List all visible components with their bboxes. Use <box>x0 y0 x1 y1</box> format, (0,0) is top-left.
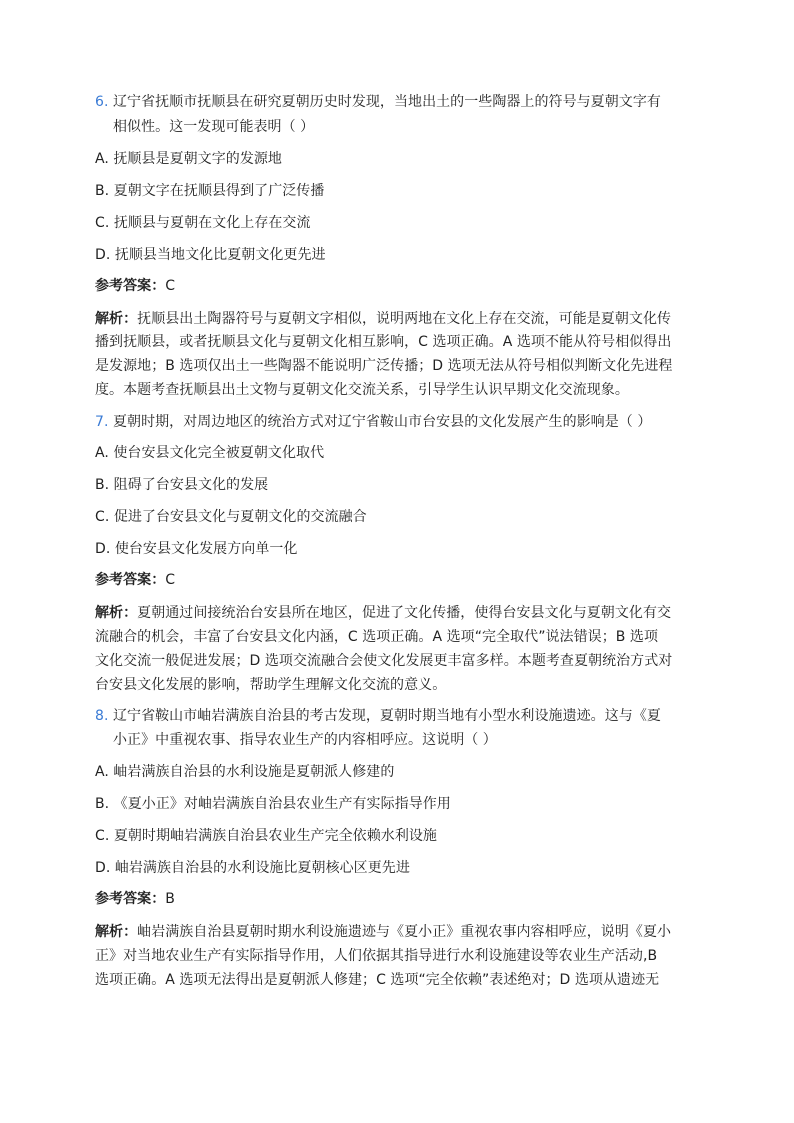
analysis-line: 播到抚顺县，或者抚顺县文化与夏朝文化相互影响，C 选项正确。A 选项不能从符号相似得出 <box>95 334 672 350</box>
question-stem-line <box>95 704 661 728</box>
option-a: A. 抚顺县是夏朝文字的发源地 <box>95 151 282 167</box>
option-b: B. 《夏小正》对岫岩满族自治县农业生产有实际指导作用 <box>95 796 451 812</box>
analysis-line: 度。本题考查抚顺县出土文物与夏朝文化交流关系，引导学生认识早期文化交流现象。 <box>95 382 629 398</box>
option-a: A. 使台安县文化完全被夏朝文化取代 <box>95 445 325 461</box>
answer-value: B <box>165 891 175 907</box>
analysis-label: 解析： <box>95 605 138 621</box>
option-a: A. 岫岩满族自治县的水利设施是夏朝派人修建的 <box>95 764 395 780</box>
analysis-line: 流融合的机会，丰富了台安县文化内涵，C 选项正确。A 选项“完全取代”说法错误；B 选项 <box>95 629 659 645</box>
analysis-line: 正》对当地农业生产有实际指导作用，人们依据其指导进行水利设施建设等农业生产活动,B <box>95 948 658 964</box>
question-number: 8. <box>95 708 109 724</box>
analysis-line: 是发源地；B 选项仅出土一些陶器不能说明广泛传播；D 选项无法从符号相似判断文化先进程 <box>95 358 673 374</box>
option-d: D. 岫岩满族自治县的水利设施比夏朝核心区更先进 <box>95 860 410 876</box>
analysis-line <box>95 601 671 625</box>
answer-value: C <box>165 572 176 588</box>
option-c: C. 抚顺县与夏朝在文化上存在交流 <box>95 215 311 231</box>
analysis-line: 台安县文化发展的影响，帮助学生理解文化交流的意义。 <box>95 677 447 693</box>
question-stem-line: 相似性。这一发现可能表明（ ） <box>113 119 315 135</box>
option-c: C. 促进了台安县文化与夏朝文化的交流融合 <box>95 509 367 525</box>
answer-line <box>95 568 175 592</box>
answer-label: 参考答案： <box>95 278 166 294</box>
question-stem-line <box>95 410 651 434</box>
answer-label: 参考答案： <box>95 891 166 907</box>
analysis-line <box>95 307 671 331</box>
analysis-line <box>95 920 671 944</box>
analysis-text: 岫岩满族自治县夏朝时期水利设施遗迹与《夏小正》重视农事内容相呼应，说明《夏小 <box>137 924 672 940</box>
question-number: 7. <box>95 414 109 430</box>
option-b: B. 阻碍了台安县文化的发展 <box>95 477 269 493</box>
question-stem-text: 夏朝时期，对周边地区的统治方式对辽宁省鞍山市台安县的文化发展产生的影响是（ ） <box>112 414 652 430</box>
question-stem-line <box>95 90 661 114</box>
option-c: C. 夏朝时期岫岩满族自治县农业生产完全依赖水利设施 <box>95 828 437 844</box>
analysis-line: 文化交流一般促进发展；D 选项交流融合会使文化发展更丰富多样。本题考查夏朝统治方式对 <box>95 653 673 669</box>
analysis-label: 解析： <box>95 924 138 940</box>
option-d: D. 使台安县文化发展方向单一化 <box>95 541 298 557</box>
question-stem-line: 小正》中重视农事、指导农业生产的内容相呼应。这说明（ ） <box>113 732 497 748</box>
answer-line <box>95 887 175 911</box>
analysis-text: 夏朝通过间接统治台安县所在地区，促进了文化传播，使得台安县文化与夏朝文化有交 <box>137 605 672 621</box>
question-stem-text: 辽宁省鞍山市岫岩满族自治县的考古发现，夏朝时期当地有小型水利设施遗迹。这与《夏 <box>112 708 661 724</box>
analysis-label: 解析： <box>95 311 138 327</box>
option-b: B. 夏朝文字在抚顺县得到了广泛传播 <box>95 183 325 199</box>
question-stem-text: 辽宁省抚顺市抚顺县在研究夏朝历史时发现，当地出土的一些陶器上的符号与夏朝文字有 <box>112 94 661 110</box>
answer-label: 参考答案： <box>95 572 166 588</box>
answer-line <box>95 274 175 298</box>
analysis-line: 选项正确。A 选项无法得出是夏朝派人修建；C 选项“完全依赖”表述绝对；D 选项从遗迹无 <box>95 972 660 988</box>
answer-value: C <box>165 278 176 294</box>
analysis-text: 抚顺县出土陶器符号与夏朝文字相似，说明两地在文化上存在交流，可能是夏朝文化传 <box>137 311 672 327</box>
option-d: D. 抚顺县当地文化比夏朝文化更先进 <box>95 247 326 263</box>
question-number: 6. <box>95 94 109 110</box>
